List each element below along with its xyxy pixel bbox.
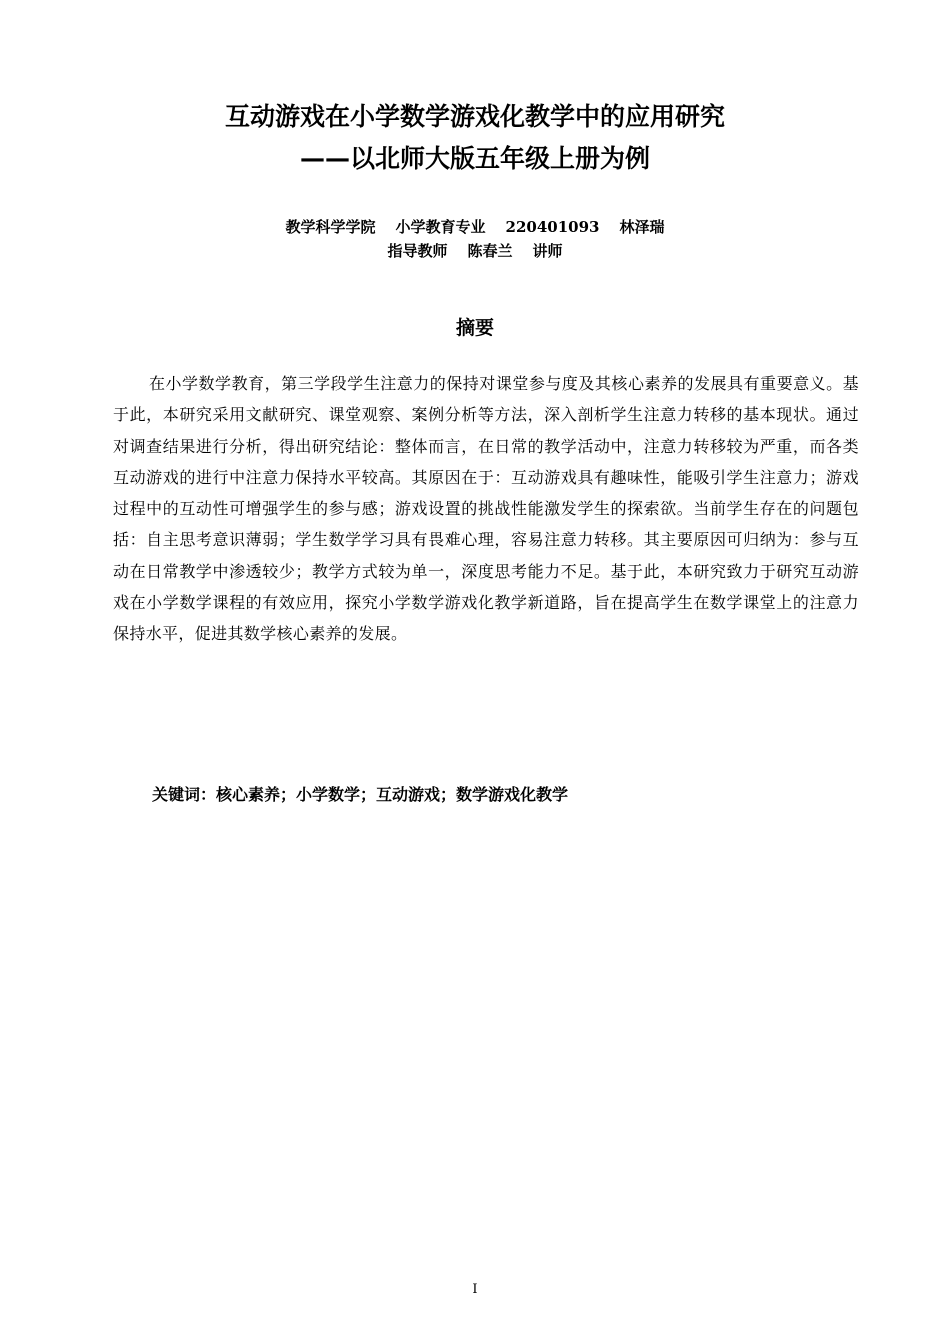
abstract-paragraph: 在小学数学教育，第三学段学生注意力的保持对课堂参与度及其核心素养的发展具有重要意义。基于此，本研究采用文献研究、课堂观察、案例分析等方法，深入剖析学生注意力转移的基本现状。通过对调查结果进行分析，得出研究结论：整体而言，在日常的教学活动中，注意力转移较为严重，而各类互动游戏的进行中注意力保持水平较高。其原因在于：互动游戏具有趣味性，能吸引学生注意力；游戏过程中的互动性可增强学生的参与感；游戏设置的挑战性能激发学生的探索欲。当前学生存在的问题包括：自主思考意识薄弱；学生数学学习具有畏难心理，容易注意力转移。其主要原因可归纳为：参与互动在日常教学中渗透较少；教学方式较为单一，深度思考能力不足。基于此，本研究致力于研究互动游戏在小学数学课程的有效应用，探究小学数学游戏化教学新道路，旨在提高学生在数学课堂上的注意力保持水平，促进其数学核心素养的发展。 bbox=[113, 374, 859, 644]
abstract-heading: 摘要 bbox=[455, 317, 494, 339]
advisor-line bbox=[0, 239, 950, 263]
keywords-line: 关键词：核心素养；小学数学；互动游戏；数学游戏化教学 bbox=[152, 785, 569, 804]
author-school: 教学科学学院 bbox=[285, 218, 376, 236]
advisor-name: 陈春兰 bbox=[467, 242, 513, 260]
title-line-subtitle: ——以北师大版五年级上册为例 bbox=[299, 144, 650, 173]
author-student-id: 220401093 bbox=[505, 218, 600, 236]
paper-title bbox=[0, 96, 950, 180]
author-name: 林泽瑞 bbox=[619, 218, 665, 236]
author-line bbox=[0, 215, 950, 239]
title-line-main: 互动游戏在小学数学游戏化教学中的应用研究 bbox=[224, 102, 725, 131]
page-number: I bbox=[472, 1282, 478, 1297]
author-byline bbox=[0, 215, 950, 263]
advisor-title: 讲师 bbox=[532, 242, 563, 260]
author-major: 小学教育专业 bbox=[395, 218, 486, 236]
advisor-label: 指导教师 bbox=[387, 242, 448, 260]
